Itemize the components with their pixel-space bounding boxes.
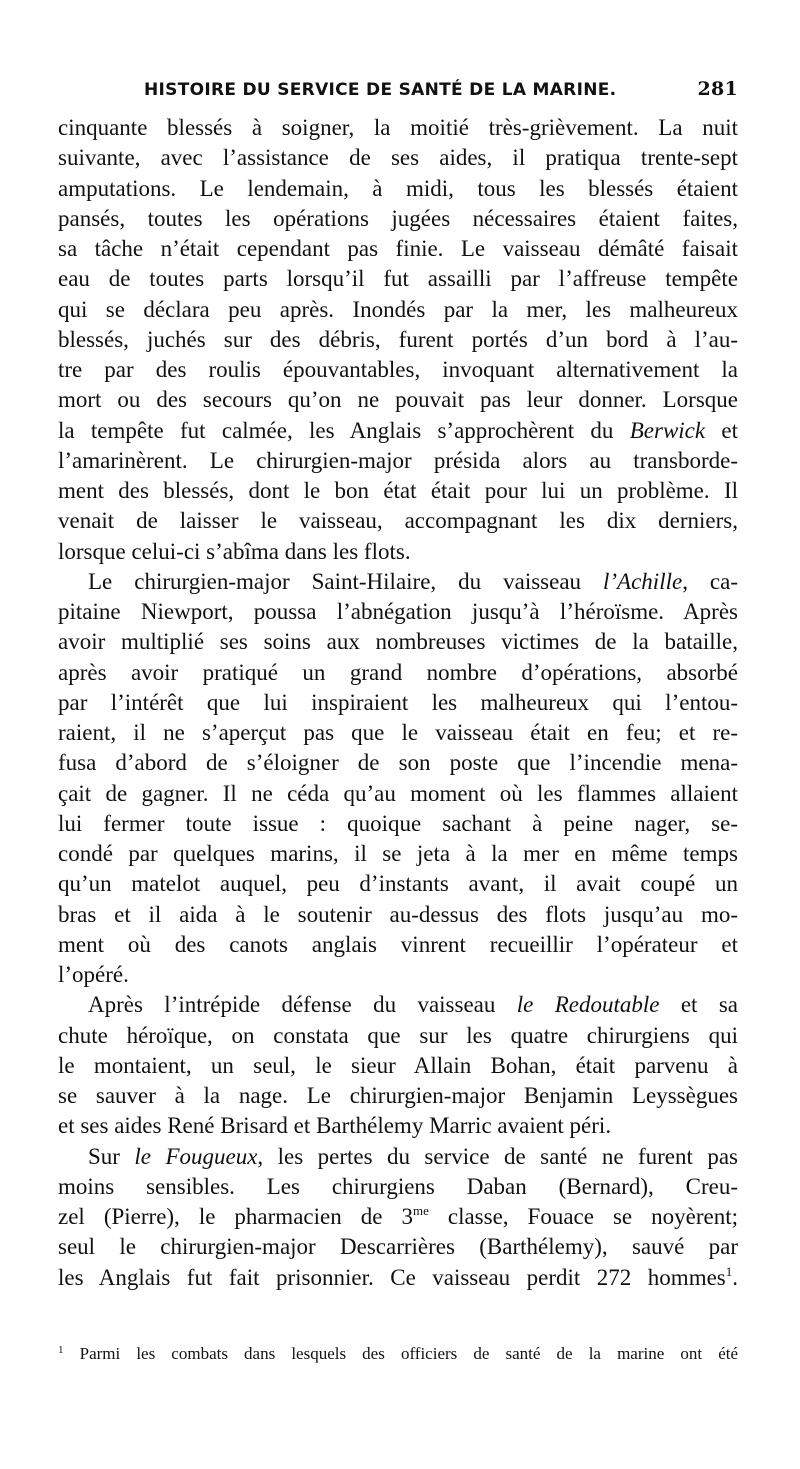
line-text: lui fermer toute issue : quoique sachant à peine nager, se- bbox=[58, 810, 738, 836]
text-line bbox=[58, 204, 738, 234]
text-line bbox=[58, 658, 738, 688]
footnote-text: Parmi les combats dans lesquels des officiers de santé de la marine ont été bbox=[79, 1344, 739, 1363]
superscript: 1 bbox=[725, 1263, 733, 1279]
text-line bbox=[58, 930, 738, 960]
text-line bbox=[58, 234, 738, 264]
text-line bbox=[58, 900, 738, 930]
line-text: cinquante blessés à soigner, la moitié très-grièvement. La nuit bbox=[58, 115, 738, 140]
italic-title: le Redoutable bbox=[516, 992, 660, 1018]
line-text: condé par quelques marins, il se jeta à la mer en même temps bbox=[58, 841, 738, 866]
text-line bbox=[58, 295, 738, 325]
text-line bbox=[58, 355, 738, 385]
footnote-mark: 1 bbox=[58, 1344, 64, 1356]
line-text: ment des blessés, dont le bon état était pour lui un problème. Il bbox=[58, 478, 738, 503]
text-line bbox=[58, 385, 738, 415]
line-text: sa tâche n’était cependant pas finie. Le vaisseau démâté faisait bbox=[58, 236, 738, 261]
text-line bbox=[58, 446, 738, 476]
line-text: Le chirurgien-major Saint-Hilaire, du vaisseau bbox=[88, 568, 603, 594]
text-line bbox=[58, 567, 738, 597]
text-line bbox=[58, 416, 738, 446]
line-text: qui se déclara peu après. Inondés par la mer, les malheureux bbox=[58, 296, 738, 322]
book-page bbox=[58, 0, 738, 1469]
text-line bbox=[58, 1202, 738, 1232]
line-text: venait de laisser le vaisseau, accompagnant les dix derniers, bbox=[58, 508, 738, 534]
text-line bbox=[58, 325, 738, 355]
text-line bbox=[58, 627, 738, 657]
page-number: 281 bbox=[697, 78, 738, 100]
text-line bbox=[58, 869, 738, 899]
line-text: , les pertes du service de santé ne furent pas bbox=[257, 1143, 738, 1169]
line-text: avoir multiplié ses soins aux nombreuses victimes de la bataille, bbox=[58, 629, 738, 655]
text-line bbox=[58, 1172, 738, 1202]
line-text: raient, il ne s’aperçut pas que le vaisseau était en feu; et re- bbox=[58, 720, 738, 745]
text-line bbox=[58, 748, 738, 778]
line-text: tre par des roulis épouvantables, invoquant alternativement la bbox=[58, 357, 738, 382]
text-line bbox=[58, 1051, 738, 1081]
text-line bbox=[58, 1111, 738, 1141]
text-line bbox=[58, 779, 738, 809]
line-text: ment où des canots anglais vinrent recueillir l’opérateur et bbox=[58, 931, 738, 957]
text-line bbox=[58, 506, 738, 536]
line-text: l’amarinèrent. Le chirurgien-major présida alors au transborde- bbox=[58, 447, 738, 473]
text-line bbox=[58, 264, 738, 294]
text-line bbox=[58, 1263, 738, 1293]
text-line bbox=[58, 809, 738, 839]
text-line bbox=[58, 174, 738, 204]
running-head bbox=[58, 76, 738, 106]
line-text: blessés, juchés sur des débris, furent portés d’un bord à l’au- bbox=[58, 326, 738, 352]
line-text: et bbox=[705, 417, 738, 443]
text-line bbox=[58, 839, 738, 869]
line-text: çait de gagner. Il ne céda qu’au moment où les flammes allaient bbox=[58, 780, 738, 806]
line-text: et ses aides René Brisard et Barthélemy Marric avaient péri. bbox=[58, 1113, 612, 1139]
line-text: , ca- bbox=[682, 568, 738, 594]
line-text: classe, Fouace se noyèrent; bbox=[428, 1204, 738, 1229]
line-text: le montaient, un seul, le sieur Allain Bohan, était parvenu à bbox=[58, 1052, 738, 1078]
italic-title: Berwick bbox=[629, 417, 706, 443]
line-text: . bbox=[732, 1264, 738, 1290]
line-text: moins sensibles. Les chirurgiens Daban (Bernard), Creu- bbox=[58, 1173, 738, 1199]
italic-title: le Fougueux bbox=[134, 1143, 258, 1169]
text-line bbox=[58, 1142, 738, 1172]
text-line bbox=[58, 476, 738, 506]
line-text: amputations. Le lendemain, à midi, tous les blessés étaient bbox=[58, 175, 738, 201]
line-text: bras et il aida à le soutenir au-dessus des flots jusqu’au mo- bbox=[58, 901, 738, 927]
line-text: se sauver à la nage. Le chirurgien-major Benjamin Leyssègues bbox=[58, 1083, 738, 1108]
line-text: pansés, toutes les opérations jugées nécessaires étaient faites, bbox=[58, 205, 738, 231]
line-text: l’opéré. bbox=[58, 962, 129, 987]
line-text: la tempête fut calmée, les Anglais s’approchèrent du bbox=[58, 417, 630, 443]
line-text: lorsque celui-ci s’abîma dans les flots. bbox=[58, 538, 411, 564]
line-text: pitaine Niewport, poussa l’abnégation jusqu’à l’héroïsme. Après bbox=[58, 599, 738, 624]
line-text: les Anglais fut fait prisonnier. Ce vaisseau perdit 272 hommes bbox=[58, 1264, 726, 1290]
text-line bbox=[58, 597, 738, 627]
text-line bbox=[58, 1232, 738, 1262]
text-line bbox=[58, 718, 738, 748]
line-text: chute héroïque, on constata que sur les quatre chirurgiens qui bbox=[58, 1022, 738, 1048]
text-line bbox=[58, 960, 738, 990]
text-line bbox=[58, 688, 738, 718]
line-text: et sa bbox=[659, 992, 738, 1018]
running-head-title: HISTOIRE DU SERVICE DE SANTÉ DE LA MARINE. bbox=[144, 80, 617, 100]
text-line bbox=[58, 113, 738, 143]
line-text: seul le chirurgien-major Descarrières (Barthélemy), sauvé par bbox=[58, 1234, 738, 1260]
text-line bbox=[58, 537, 738, 567]
italic-title: l’Achille bbox=[603, 568, 683, 594]
superscript: me bbox=[412, 1203, 429, 1218]
body-text bbox=[58, 113, 738, 1293]
line-text: eau de toutes parts lorsqu’il fut assailli par l’affreuse tempête bbox=[58, 266, 738, 292]
line-text: qu’un matelot auquel, peu d’instants avant, il avait coupé un bbox=[58, 871, 738, 897]
text-line bbox=[58, 1081, 738, 1111]
line-text: Après l’intrépide défense du vaisseau bbox=[88, 992, 517, 1018]
line-text: zel (Pierre), le pharmacien de 3 bbox=[58, 1204, 413, 1229]
text-line bbox=[58, 1021, 738, 1051]
line-text: mort ou des secours qu’on ne pouvait pas leur donner. Lorsque bbox=[58, 387, 738, 413]
footnote bbox=[58, 1342, 738, 1366]
text-line bbox=[58, 143, 738, 173]
line-text: fusa d’abord de s’éloigner de son poste que l’incendie mena- bbox=[58, 750, 738, 776]
text-line bbox=[58, 990, 738, 1020]
line-text: Sur bbox=[88, 1143, 135, 1169]
line-text: suivante, avec l’assistance de ses aides, il pratiqua trente-sept bbox=[58, 145, 738, 171]
line-text: après avoir pratiqué un grand nombre d’opérations, absorbé bbox=[58, 659, 738, 685]
line-text: par l’intérêt que lui inspiraient les malheureux qui l’entou- bbox=[58, 689, 738, 715]
